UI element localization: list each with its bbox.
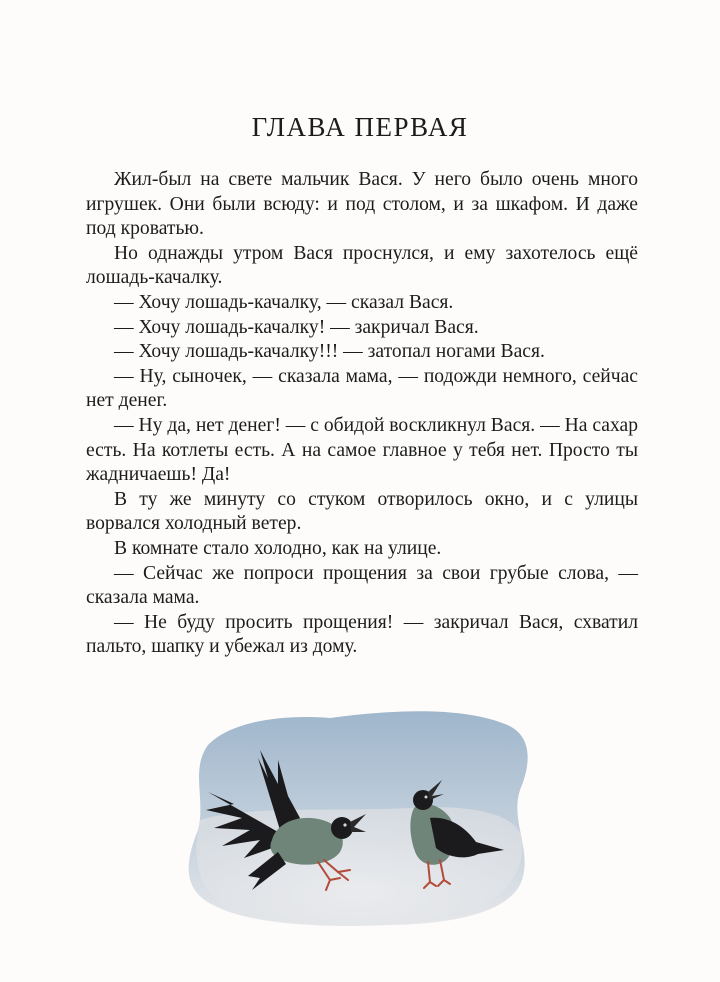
crows-illustration bbox=[160, 700, 560, 930]
left-crow-head bbox=[331, 817, 353, 839]
paragraph: — Сейчас же попроси прощения за свои грубые слова, — сказала мама. bbox=[86, 562, 638, 609]
paragraph: — Хочу лошадь-качалку, — сказал Вася. bbox=[114, 291, 454, 313]
paragraph: — Хочу лошадь-качалку! — закричал Вася. bbox=[114, 316, 479, 338]
paragraph: Но однажды утром Вася проснулся, и ему захотелось ещё лошадь-качалку. bbox=[86, 242, 638, 289]
paragraph: Жил-был на свете мальчик Вася. У него было очень много игрушек. Они были всюду: и под столом, и за шкафом. И даже под кроватью. bbox=[86, 169, 638, 240]
paragraph: В ту же минуту со стуком отворилось окно, и с улицы ворвался холодный ветер. bbox=[86, 488, 638, 535]
paragraph: В комнате стало холодно, как на улице. bbox=[114, 537, 442, 559]
chapter-title: ГЛАВА ПЕРВАЯ bbox=[251, 112, 469, 142]
paragraph: — Ну, сыночек, — сказала мама, — подожди немного, сейчас нет денег. bbox=[86, 365, 638, 412]
paragraph: — Не буду просить прощения! — закричал Вася, схватил пальто, шапку и убежал из дому. bbox=[86, 611, 638, 658]
paragraph: — Ну да, нет денег! — с обидой воскликнул Вася. — На сахар есть. На котлеты есть. А на самое главное у тебя нет. Просто ты жадничаешь! Да! bbox=[86, 414, 638, 486]
right-crow-eye bbox=[425, 796, 428, 799]
paragraph: — Хочу лошадь-качалку!!! — затопал ногами Вася. bbox=[114, 341, 545, 363]
left-crow-eye bbox=[343, 823, 346, 826]
story-text bbox=[86, 168, 638, 660]
